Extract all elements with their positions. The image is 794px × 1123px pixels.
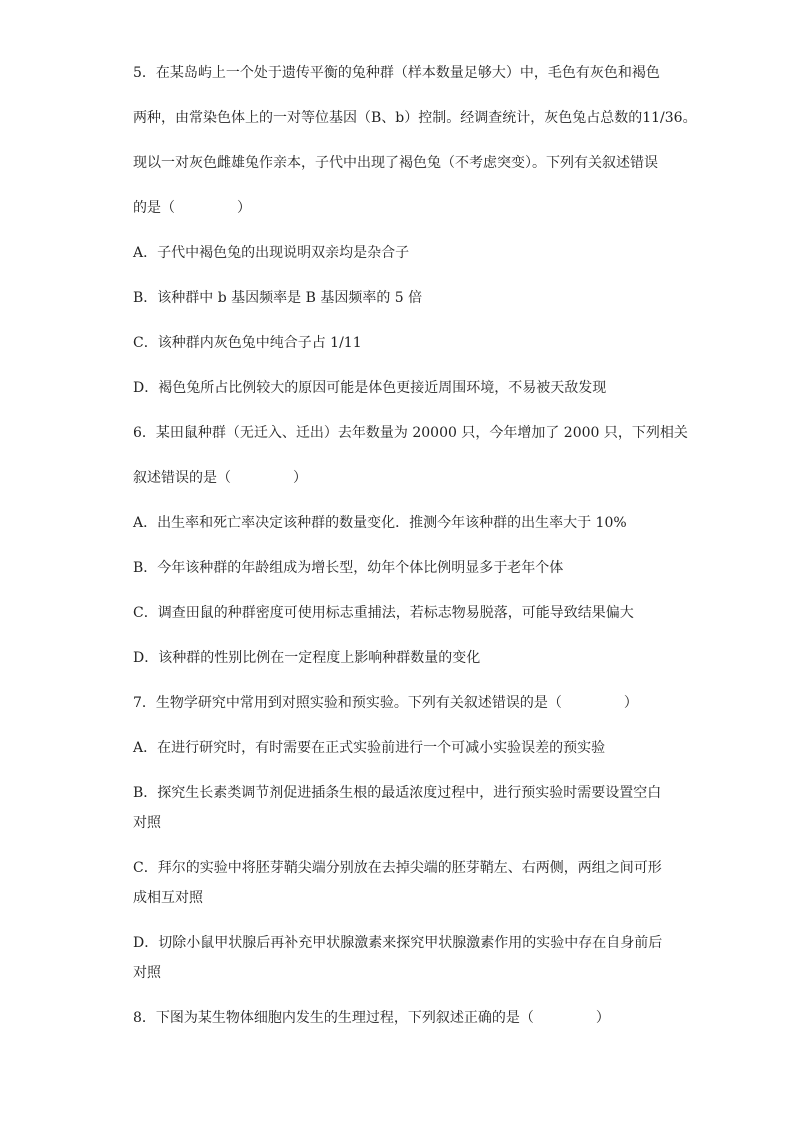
option-d: D．该种群的性别比例在一定程度上影响种群数量的变化 (133, 650, 481, 666)
question-stem-end (133, 1007, 668, 1029)
question-stem-tail: 叙述错误的是（ (133, 470, 231, 486)
question-stem-end (133, 197, 668, 219)
option-c: C．调查田鼠的种群密度可使用标志重捕法，若标志物易脱落，可能导致结果偏大 (133, 605, 634, 621)
answer-bracket-close: ） (237, 200, 251, 216)
answer-bracket-close: ） (293, 470, 307, 486)
question-stem-end (133, 692, 668, 714)
option-c-continued: 成相互对照 (133, 890, 203, 906)
question-stem-tail: 7．生物学研究中常用到对照实验和预实验。下列有关叙述错误的是（ (133, 695, 562, 711)
option-d-continued: 对照 (133, 965, 161, 981)
question-8 (133, 1007, 668, 1029)
option-b: B．探究生长素类调节剂促进插条生根的最适浓度过程中，进行预实验时需要设置空白 (133, 785, 662, 801)
question-stem-tail: 的是（ (133, 200, 175, 216)
option-a: A．在进行研究时，有时需要在正式实验前进行一个可减小实验误差的预实验 (133, 740, 606, 756)
option-a: A．出生率和死亡率决定该种群的数量变化．推测今年该种群的出生率大于 10% (133, 515, 627, 531)
question-7 (133, 692, 668, 1007)
question-text-line: 6．某田鼠种群（无迁入、迁出）去年数量为 20000 只，今年增加了 2000 只，下列相关 (133, 425, 688, 441)
option-d: D．切除小鼠甲状腺后再补充甲状腺激素来探究甲状腺激素作用的实验中存在自身前后 (133, 935, 663, 951)
option-c: C．该种群内灰色兔中纯合子占 1/11 (133, 335, 362, 351)
option-b: B．今年该种群的年龄组成为增长型，幼年个体比例明显多于老年个体 (133, 560, 564, 576)
answer-bracket-close: ） (595, 1010, 610, 1026)
question-5 (133, 62, 697, 422)
answer-bracket-close: ） (623, 695, 638, 711)
option-a: A．子代中褐色兔的出现说明双亲均是杂合子 (133, 245, 410, 261)
option-b-continued: 对照 (133, 815, 161, 831)
option-d: D．褐色兔所占比例较大的原因可能是体色更接近周围环境，不易被天敌发现 (133, 380, 607, 396)
option-b: B．该种群中 b 基因频率是 B 基因频率的 5 倍 (133, 290, 423, 306)
option-c: C．拜尔的实验中将胚芽鞘尖端分别放在去掉尖端的胚芽鞘左、右两侧，两组之间可形 (133, 860, 662, 876)
question-6 (133, 422, 688, 692)
question-stem-end (133, 467, 668, 489)
question-text-line: 现以一对灰色雌雄兔作亲本，子代中出现了褐色兔（不考虑突变）。下列有关叙述错误 (133, 155, 658, 171)
question-text-line: 两种，由常染色体上的一对等位基因（B、b）控制。经调查统计，灰色兔占总数的11/36。 (133, 110, 697, 126)
question-stem-tail: 8．下图为某生物体细胞内发生的生理过程，下列叙述正确的是（ (133, 1010, 534, 1026)
question-page (133, 62, 697, 1029)
question-text-line: 5．在某岛屿上一个处于遗传平衡的兔种群（样本数量足够大）中，毛色有灰色和褐色 (133, 65, 660, 81)
